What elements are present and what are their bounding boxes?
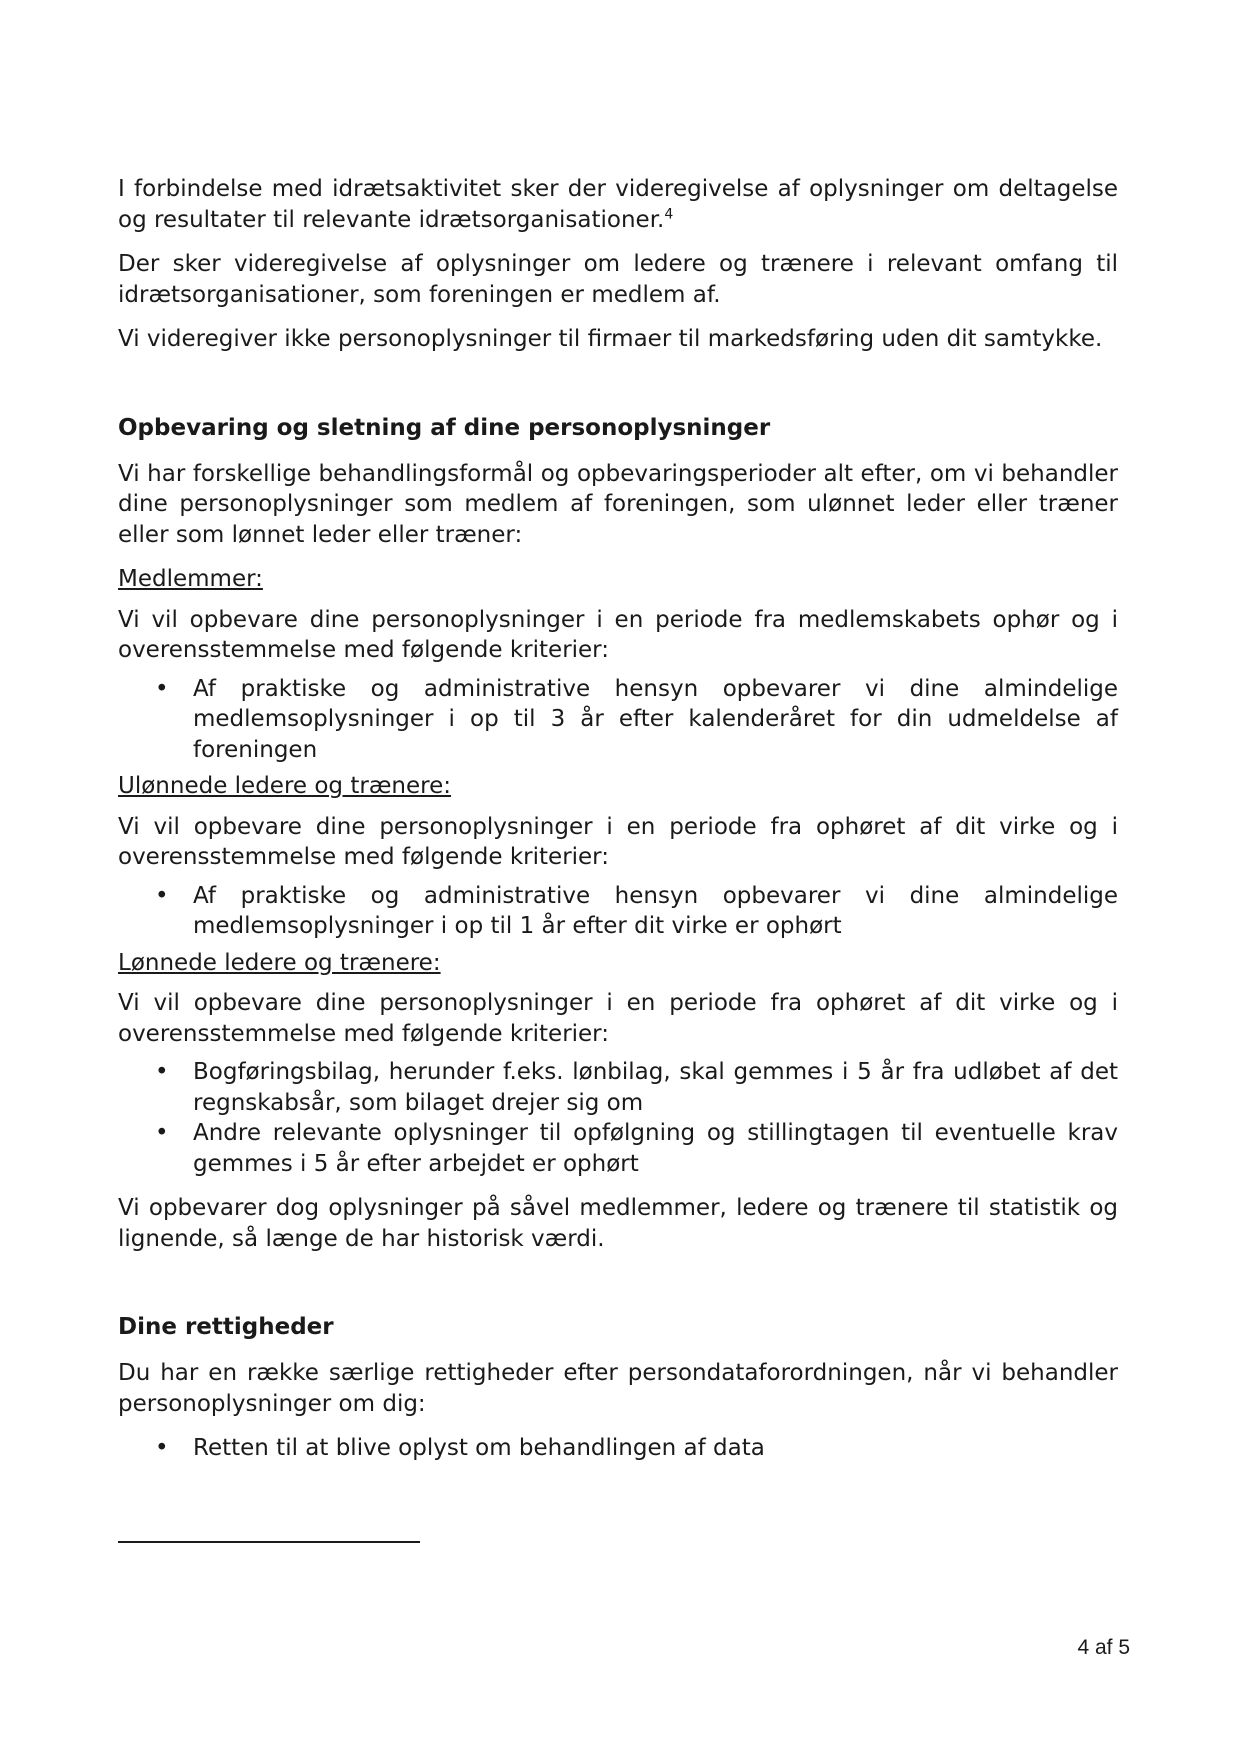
paragraph-sports-disclosure (118, 174, 1118, 235)
subheading-paid-leaders: Lønnede ledere og trænere: (118, 949, 441, 976)
heading-storage: Opbevaring og sletning af dine personoplysninger (118, 414, 771, 441)
list-item-text: Bogføringsbilag, herunder f.eks. lønbilag, skal gemmes i 5 år fra udløbet af det regnskabsår, som bilaget drejer sig om (193, 1059, 1118, 1116)
paragraph-unpaid-leaders: Vi vil opbevare dine personoplysninger i en periode fra ophøret af dit virke og i overensstemmelse med følgende kriterier: (118, 813, 1118, 870)
footnote-separator (118, 1541, 420, 1543)
paragraph-paid-leaders: Vi vil opbevare dine personoplysninger i en periode fra ophøret af dit virke og i overensstemmelse med følgende kriterier: (118, 990, 1118, 1047)
list-item (118, 881, 1118, 942)
bullet-icon: • (155, 1120, 169, 1146)
paragraph-no-marketing: Vi videregiver ikke personoplysninger til firmaer til markedsføring uden dit samtykke. (118, 326, 1103, 352)
list-item-text: Andre relevante oplysninger til opfølgning og stillingtagen til eventuelle krav gemmes i 5 år efter arbejdet er ophørt (193, 1120, 1118, 1177)
list-unpaid-criteria (118, 881, 1118, 942)
section-spacer (118, 369, 1118, 413)
list-rights (118, 1433, 1118, 1464)
paragraph-members: Vi vil opbevare dine personoplysninger i en periode fra medlemskabets ophør og i overensstemmelse med følgende kriterier: (118, 606, 1118, 663)
bullet-icon: • (155, 1059, 169, 1085)
subheading-unpaid-leaders: Ulønnede ledere og trænere: (118, 773, 451, 799)
footnote-ref[interactable]: 4 (664, 205, 674, 222)
section-spacer (118, 1268, 1118, 1312)
list-item (118, 1118, 1118, 1179)
list-paid-criteria (118, 1057, 1118, 1179)
list-members-criteria (118, 674, 1118, 766)
paragraph-leaders-disclosure: Der sker videregivelse af oplysninger om ledere og trænere i relevant omfang til idrætsorganisationer, som foreningen er medlem af. (118, 251, 1118, 308)
paragraph-storage-closing: Vi opbevarer dog oplysninger på såvel medlemmer, ledere og trænere til statistik og lignende, så længe de har historisk værdi. (118, 1195, 1118, 1252)
paragraph-rights-intro: Du har en række særlige rettigheder efter persondataforordningen, når vi behandler personoplysninger om dig: (118, 1360, 1118, 1417)
heading-rights: Dine rettigheder (118, 1314, 334, 1340)
paragraph-storage-intro: Vi har forskellige behandlingsformål og opbevaringsperioder alt efter, om vi behandler dine personoplysninger som medlem af foreningen, som ulønnet leder eller træner eller som lønnet leder eller træner: (118, 460, 1118, 548)
list-item (118, 674, 1118, 766)
list-item (118, 1433, 1118, 1464)
bullet-icon: • (155, 1435, 169, 1461)
bullet-icon: • (155, 675, 169, 702)
list-item-text: Af praktiske og administrative hensyn opbevarer vi dine almindelige medlemsoplysninger i op til 3 år efter kalenderåret for din udmeldelse af foreningen (193, 675, 1118, 763)
page-number: 4 af 5 (1077, 1636, 1130, 1659)
list-item-text: Af praktiske og administrative hensyn opbevarer vi dine almindelige medlemsoplysninger i op til 1 år efter dit virke er ophørt (193, 882, 1118, 939)
list-item (118, 1057, 1118, 1118)
subheading-members: Medlemmer: (118, 566, 263, 592)
bullet-icon: • (155, 882, 169, 909)
list-item-text: Retten til at blive oplyst om behandlingen af data (193, 1435, 765, 1461)
paragraph-text: I forbindelse med idrætsaktivitet sker der videregivelse af oplysninger om deltagelse og resultater til relevante idrætsorganisationer. (118, 176, 1118, 233)
document-page (118, 174, 1118, 1470)
